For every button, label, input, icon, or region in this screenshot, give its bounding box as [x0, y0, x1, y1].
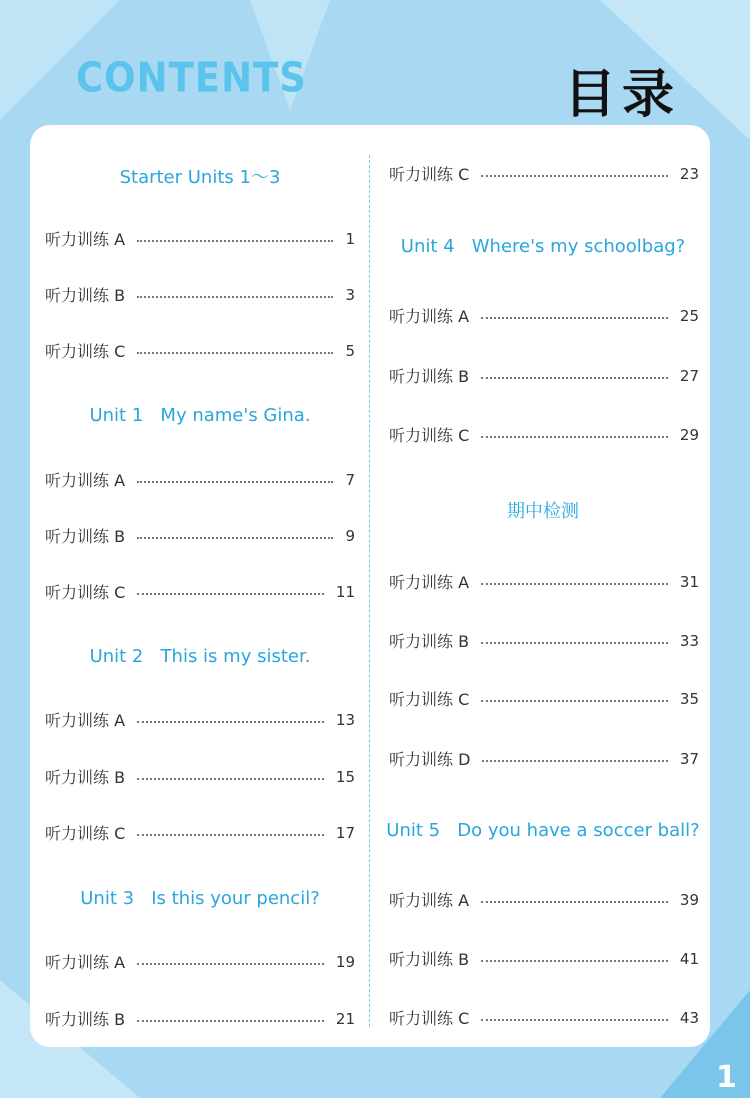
section-heading: Unit 2 This is my sister.: [89, 646, 311, 667]
entry-label: 听力训练 A: [45, 471, 126, 490]
toc-entry[interactable]: [389, 747, 699, 770]
dot-leader: [137, 721, 324, 723]
toc-entry[interactable]: [45, 950, 355, 973]
page-ref: 1: [345, 229, 355, 248]
toc-entry[interactable]: [389, 364, 699, 387]
page-ref: 19: [335, 952, 355, 971]
entry-label: 听力训练 A: [389, 891, 470, 910]
section-heading: Unit 4 Where's my schoolbag?: [400, 236, 686, 257]
column-divider: [369, 155, 370, 1027]
toc-entry[interactable]: [45, 1007, 355, 1030]
entry-label: 听力训练 A: [389, 573, 470, 592]
section-heading: Unit 3 Is this your pencil?: [80, 888, 320, 909]
entry-label: 听力训练 C: [389, 426, 470, 445]
toc-entry[interactable]: [45, 580, 355, 603]
contents-heading: CONTENTS: [76, 53, 307, 102]
page-ref: 33: [679, 631, 699, 650]
dot-leader: [481, 583, 668, 585]
section-heading: Unit 1 My name's Gina.: [89, 405, 311, 426]
dot-leader: [137, 537, 333, 539]
dot-leader: [137, 296, 333, 298]
entry-label: 听力训练 B: [389, 367, 470, 386]
entry-label: 听力训练 B: [45, 527, 126, 546]
toc-entry[interactable]: [389, 162, 699, 185]
toc-entry[interactable]: [45, 524, 355, 547]
entry-label: 听力训练 A: [389, 307, 470, 326]
page-ref: 11: [335, 582, 355, 601]
dot-leader: [481, 960, 668, 962]
page-ref: 25: [679, 306, 699, 325]
page-ref: 3: [345, 285, 355, 304]
entry-label: 听力训练 B: [389, 950, 470, 969]
toc-entry[interactable]: [389, 687, 699, 710]
table-of-contents-title: 目录: [564, 65, 681, 125]
entry-label: 听力训练 A: [45, 953, 126, 972]
page-ref: 29: [679, 425, 699, 444]
toc-entry[interactable]: [45, 283, 355, 306]
dot-leader: [137, 963, 324, 965]
dot-leader: [481, 175, 668, 177]
entry-label: 听力训练 D: [389, 750, 471, 769]
dot-leader: [481, 700, 668, 702]
page-ref: 35: [679, 689, 699, 708]
page-ref: 17: [335, 823, 355, 842]
page-number: 1: [716, 1060, 737, 1095]
section-heading: 期中检测: [507, 501, 579, 522]
toc-entry[interactable]: [389, 947, 699, 970]
page-ref: 37: [679, 749, 699, 768]
toc-entry[interactable]: [389, 888, 699, 911]
dot-leader: [481, 377, 668, 379]
dot-leader: [481, 642, 668, 644]
entry-label: 听力训练 C: [389, 690, 470, 709]
page-ref: 15: [335, 767, 355, 786]
page-ref: 13: [335, 710, 355, 729]
dot-leader: [481, 317, 668, 319]
entry-label: 听力训练 C: [389, 1009, 470, 1028]
entry-label: 听力训练 C: [45, 824, 126, 843]
toc-entry[interactable]: [389, 423, 699, 446]
toc-entry[interactable]: [45, 821, 355, 844]
dot-leader: [137, 778, 324, 780]
toc-entry[interactable]: [389, 1006, 699, 1029]
entry-label: 听力训练 A: [45, 711, 126, 730]
dot-leader: [137, 1020, 324, 1022]
page-ref: 41: [679, 949, 699, 968]
toc-entry[interactable]: [45, 339, 355, 362]
dot-leader: [137, 481, 333, 483]
dot-leader: [482, 760, 667, 762]
dot-leader: [137, 593, 324, 595]
dot-leader: [481, 901, 668, 903]
page-ref: 7: [345, 470, 355, 489]
section-heading: Starter Units 1～3: [119, 167, 281, 188]
page-ref: 39: [679, 890, 699, 909]
toc-entry[interactable]: [45, 227, 355, 250]
entry-label: 听力训练 C: [45, 583, 126, 602]
dot-leader: [137, 240, 333, 242]
entry-label: 听力训练 B: [45, 286, 126, 305]
toc-entry[interactable]: [389, 304, 699, 327]
toc-entry[interactable]: [389, 629, 699, 652]
page-ref: 9: [345, 526, 355, 545]
page-ref: 5: [345, 341, 355, 360]
toc-entry[interactable]: [45, 765, 355, 788]
entry-label: 听力训练 C: [45, 342, 126, 361]
section-heading: Unit 5 Do you have a soccer ball?: [386, 820, 700, 841]
toc-entry[interactable]: [45, 468, 355, 491]
dot-leader: [481, 1019, 668, 1021]
page-ref: 23: [679, 164, 699, 183]
page-ref: 31: [679, 572, 699, 591]
page-ref: 43: [679, 1008, 699, 1027]
entry-label: 听力训练 C: [389, 165, 470, 184]
dot-leader: [137, 352, 333, 354]
page-ref: 21: [335, 1009, 355, 1028]
toc-entry[interactable]: [45, 708, 355, 731]
entry-label: 听力训练 B: [45, 768, 126, 787]
toc-entry[interactable]: [389, 570, 699, 593]
dot-leader: [137, 834, 324, 836]
entry-label: 听力训练 B: [389, 632, 470, 651]
entry-label: 听力训练 B: [45, 1010, 126, 1029]
entry-label: 听力训练 A: [45, 230, 126, 249]
dot-leader: [481, 436, 668, 438]
page-ref: 27: [679, 366, 699, 385]
